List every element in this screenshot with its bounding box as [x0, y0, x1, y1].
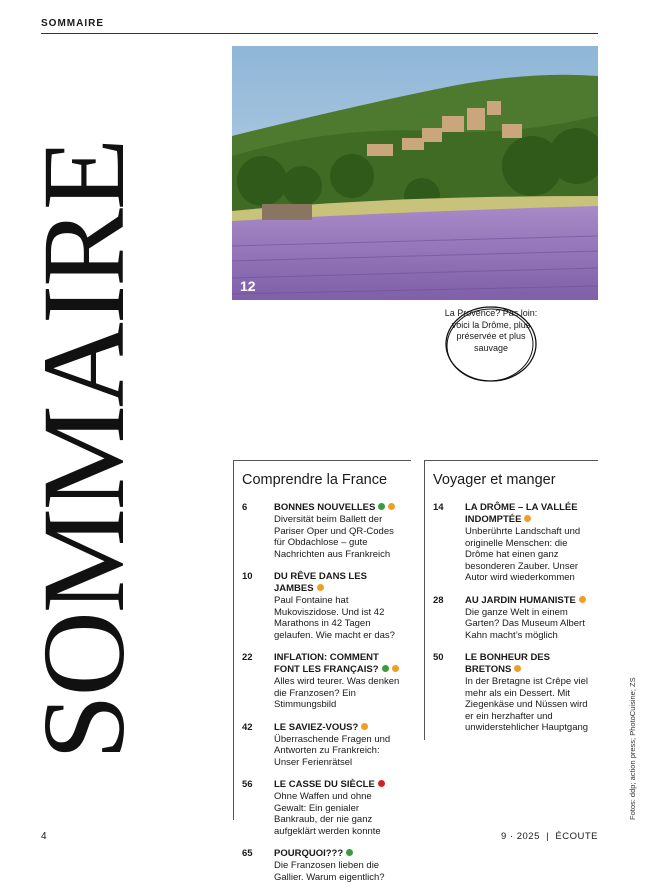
issue-date: 9 · 2025 [501, 831, 540, 842]
toc-entry[interactable] [242, 502, 400, 560]
column-voyager [424, 460, 591, 740]
green-level-dot-icon [378, 503, 385, 510]
entry-description: Ohne Waffen und ohne Gewalt: Ein genialer Bankraub, der nie ganz aufgeklärt werden konnte [274, 791, 381, 837]
entry-description: Diversität beim Ballett der Pariser Oper und QR-Codes für Obdachlose – gute Nachrichten aus Frankreich [274, 514, 394, 560]
cover-photo[interactable] [232, 46, 598, 300]
entry-title [274, 652, 400, 676]
entry-page-number: 10 [242, 571, 253, 582]
entry-page-number: 50 [433, 652, 444, 663]
callout-text: La Provence? Pas loin: voici la Drôme, plus préservée et plus sauvage [444, 308, 538, 353]
entry-title-text: BONNES NOUVELLES [274, 502, 376, 513]
page-title: SOMMAIRE [18, 140, 149, 760]
entry-title-text: POURQUOI??? [274, 848, 344, 859]
toc-entry[interactable] [242, 652, 400, 711]
header-label: SOMMAIRE [41, 18, 104, 29]
entry-page-number: 56 [242, 779, 253, 790]
toc-entry[interactable] [433, 502, 591, 584]
green-level-dot-icon [382, 665, 389, 672]
footer-page-number: 4 [41, 831, 47, 842]
red-level-dot-icon [378, 780, 385, 787]
orange-level-dot-icon [392, 665, 399, 672]
entry-description: Unberührte Landschaft und originelle Menschen: die Drôme hat einen ganz besonderen Zauber. Unser Autor wird wiederkommen [465, 526, 581, 583]
header-rule [41, 33, 598, 34]
entry-title [465, 595, 591, 607]
photo-callout [443, 302, 539, 384]
entry-page-number: 6 [242, 502, 248, 513]
entry-page-number: 65 [242, 848, 253, 859]
toc-entry[interactable] [242, 848, 400, 883]
entry-title [274, 502, 400, 514]
toc-entry[interactable] [242, 722, 400, 769]
entry-title [274, 848, 400, 860]
entry-title-text: LA DRÔME – LA VALLÉE INDOMPTÉE [465, 502, 578, 525]
entry-description: Die Franzosen lieben die Gallier. Warum eigentlich? [274, 860, 385, 883]
orange-level-dot-icon [579, 596, 586, 603]
entry-page-number: 42 [242, 721, 253, 733]
toc-entry[interactable] [242, 571, 400, 641]
column-heading: Voyager et manger [433, 472, 556, 488]
photo-credit: Fotos: ddp; action press; PhotoCuisine; ZS [628, 677, 637, 820]
entry-description: Die ganze Welt in einem Garten? Das Museum Albert Kahn macht’s möglich [465, 606, 585, 641]
photo-page-number: 12 [240, 278, 256, 294]
entry-title-text: LE SAVIEZ-VOUS? [274, 721, 359, 733]
entry-title [274, 571, 400, 595]
entry-title-text: LE CASSE DU SIÈCLE [274, 779, 375, 790]
toc-entry[interactable] [242, 779, 400, 837]
column-heading: Comprendre la France [242, 472, 388, 488]
entry-page-number: 28 [433, 594, 444, 606]
lavender-village-image [232, 46, 598, 300]
green-level-dot-icon [346, 849, 353, 856]
entry-page-number: 22 [242, 652, 253, 663]
footer-issue: 9 · 2025 | ÉCOUTE [501, 831, 598, 842]
entry-description: Alles wird teurer. Was denken die Franzosen? Ein Stimmungsbild [274, 676, 400, 710]
entry-title [465, 502, 591, 526]
orange-level-dot-icon [514, 665, 521, 672]
orange-level-dot-icon [524, 515, 531, 522]
column-comprendre [233, 460, 400, 883]
entry-description: Überraschende Fragen und Antworten zu Frankreich: Unser Ferienrätsel [274, 733, 391, 768]
toc-entry[interactable] [433, 595, 591, 642]
toc-entry[interactable] [433, 652, 591, 734]
entry-title [465, 652, 591, 676]
entry-title-text: AU JARDIN HUMANISTE [465, 594, 576, 606]
entry-title [274, 779, 400, 791]
entry-title-text: LE BONHEUR DES BRETONS [465, 652, 550, 675]
orange-level-dot-icon [388, 503, 395, 510]
magazine-name: ÉCOUTE [555, 831, 598, 842]
entry-page-number: 14 [433, 502, 444, 513]
orange-level-dot-icon [361, 723, 368, 730]
entry-title-text: INFLATION: COMMENT FONT LES FRANÇAIS? [274, 652, 379, 675]
entry-title [274, 722, 400, 734]
entry-title-text: DU RÊVE DANS LES JAMBES [274, 571, 367, 594]
entry-description: Paul Fontaine hat Mukoviszidose. Und ist 42 Marathons in 42 Tagen gelaufen. Wie macht er das? [274, 595, 395, 641]
entry-description: In der Bretagne ist Crêpe viel mehr als ein Dessert. Mit Ziegenkäse und Nüssen wird er ein herzhafter und unwiderstehlicher Hauptgang [465, 676, 589, 733]
orange-level-dot-icon [317, 584, 324, 591]
